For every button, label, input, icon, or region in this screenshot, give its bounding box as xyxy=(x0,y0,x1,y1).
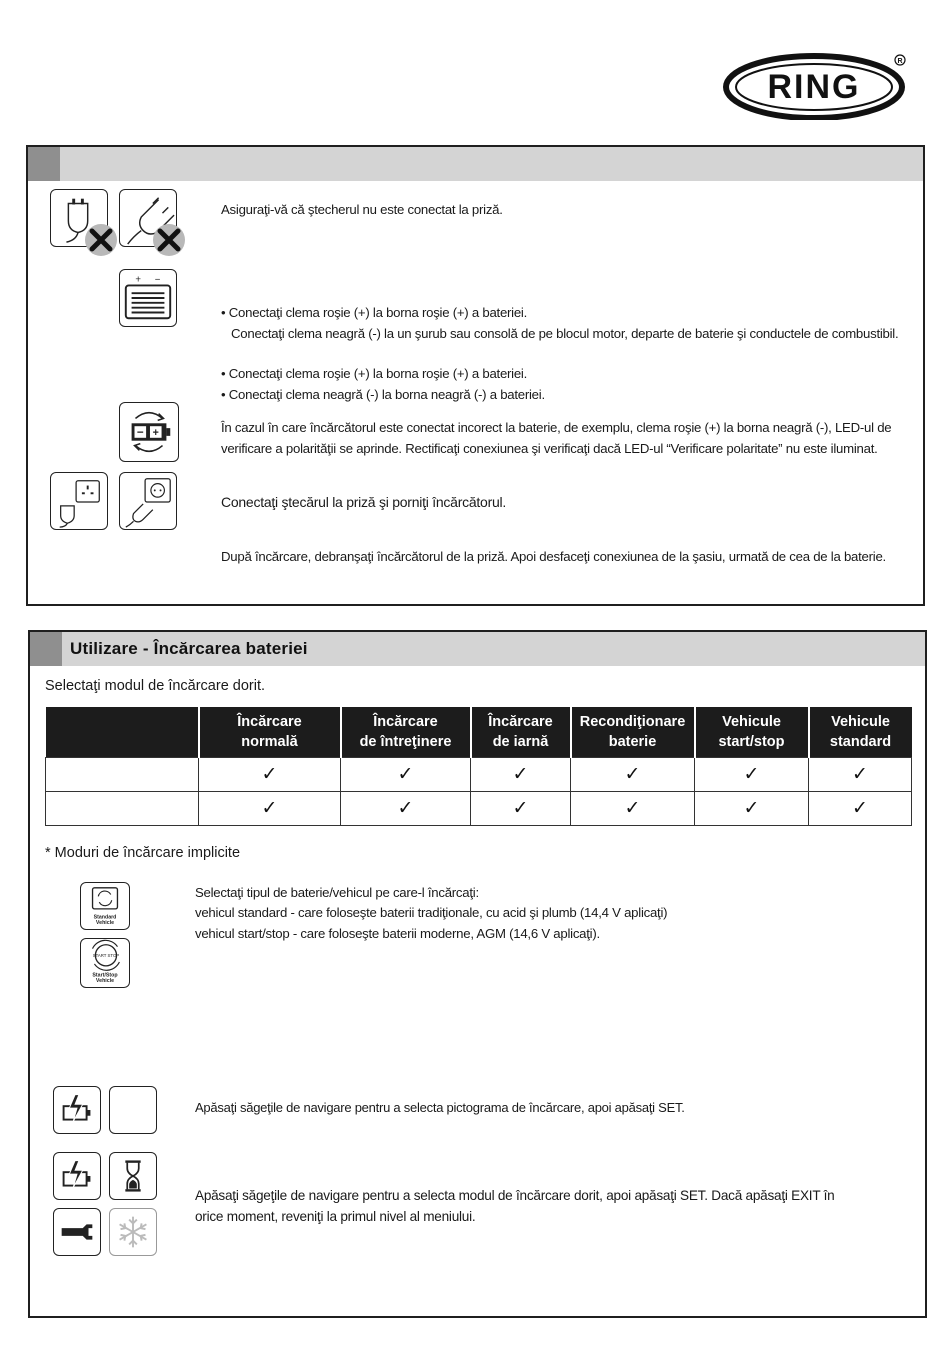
check-cell: ✓ xyxy=(695,758,809,792)
select-mode-text: Selectaţi modul de încărcare dorit. xyxy=(45,678,266,694)
check-cell: ✓ xyxy=(809,758,912,792)
socket-eu-icon xyxy=(119,472,177,530)
step-unplug-text: Asiguraţi-vă că ştecherul nu este conectat la priză. xyxy=(221,202,503,217)
table-header-cell: Recondiţionare baterie xyxy=(571,707,695,758)
check-cell: ✓ xyxy=(571,758,695,792)
check-cell: ✓ xyxy=(199,792,341,826)
step-connect-battery-1: • Conectaţi clema roşie (+) la borna roşie (+) a bateriei. xyxy=(221,366,528,381)
svg-text:−: − xyxy=(136,425,144,439)
hourglass-icon xyxy=(109,1152,157,1200)
check-cell: ✓ xyxy=(341,792,471,826)
step-disconnect-text: După încărcare, debranşaţi încărcătorul de la priză. Apoi desfaceţi conexiunea de la şasiu, urmată de cea de la baterie. xyxy=(221,549,886,564)
svg-text:START STOP: START STOP xyxy=(92,953,120,959)
table-header-cell: Încărcare de iarnă xyxy=(471,707,571,758)
table-cell xyxy=(46,758,199,792)
table-row xyxy=(46,758,912,792)
svg-text:Vehicle: Vehicle xyxy=(95,978,115,985)
table-header-cell: Vehicule start/stop xyxy=(695,707,809,758)
step-connect-chassis-2: Conectaţi clema neagră (-) la un şurub sau consolă de pe blocul motor, departe de baterie şi conductele de combustibil. xyxy=(231,326,899,341)
snowflake-icon xyxy=(109,1208,157,1256)
check-cell: ✓ xyxy=(471,792,571,826)
svg-text:Standard: Standard xyxy=(93,914,117,921)
svg-text:R: R xyxy=(897,58,903,65)
ring-logo xyxy=(722,52,910,120)
logo-text: RING xyxy=(767,68,861,106)
check-cell: ✓ xyxy=(471,758,571,792)
section-header-bar xyxy=(30,632,925,666)
section-header-tab xyxy=(30,632,62,666)
section-header-bar xyxy=(28,147,923,181)
svg-text:+: + xyxy=(152,426,159,439)
table-cell xyxy=(46,792,199,826)
cross-icon xyxy=(84,223,118,257)
check-cell: ✓ xyxy=(199,758,341,792)
svg-text:+: + xyxy=(135,274,142,286)
vehicle-select-text-3: vehicul start/stop - care foloseşte baterii moderne, AGM (14,6 V aplicaţi). xyxy=(195,926,600,941)
charge-icon xyxy=(53,1086,101,1134)
section-connection xyxy=(26,145,925,606)
battery-icon xyxy=(119,269,177,327)
check-cell: ✓ xyxy=(341,758,471,792)
step-polarity-2: verificare a polarităţii se aprinde. Rectificaţi conexiunea şi verificaţi dacă LED-ul “Verificare polaritate” nu este iluminat. xyxy=(221,441,878,456)
svg-text:Start/Stop: Start/Stop xyxy=(92,972,118,979)
mode-select-text-2: orice moment, reveniţi la primul nivel al meniului. xyxy=(195,1209,476,1224)
step-plug-in-text: Conectaţi ştecărul la priză şi porniţi încărcătorul. xyxy=(221,494,507,510)
vehicle-select-text-2: vehicul standard - care foloseşte baterii tradiţionale, cu acid şi plumb (14,4 V aplicaţi) xyxy=(195,905,668,920)
charge-mode-table xyxy=(45,707,912,826)
section-header-tab xyxy=(28,147,60,181)
blank-icon xyxy=(109,1086,157,1134)
wrench-icon xyxy=(53,1208,101,1256)
section-title: Utilizare - Încărcarea bateriei xyxy=(70,639,308,658)
check-cell: ✓ xyxy=(695,792,809,826)
check-cell: ✓ xyxy=(571,792,695,826)
table-header-cell: Vehicule standard xyxy=(809,707,912,758)
socket-uk-icon xyxy=(50,472,108,530)
standard-vehicle-icon xyxy=(80,882,130,930)
table-header-row xyxy=(46,707,912,758)
default-modes-footnote: * Moduri de încărcare implicite xyxy=(45,845,241,861)
polarity-check-icon xyxy=(119,402,179,462)
cross-icon xyxy=(152,223,186,257)
start-stop-vehicle-icon xyxy=(80,938,130,988)
table-header-cell: Încărcare normală xyxy=(199,707,341,758)
vehicle-select-text-1: Selectaţi tipul de baterie/vehicul pe care-l încărcaţi: xyxy=(195,885,479,900)
nav-select-icon-text: Apăsaţi săgeţile de navigare pentru a selecta pictograma de încărcare, apoi apăsaţi SET. xyxy=(195,1100,685,1115)
table-header-cell xyxy=(46,707,199,758)
svg-text:−: − xyxy=(154,274,161,286)
step-polarity-1: În cazul în care încărcătorul este conectat incorect la baterie, de exemplu, clema roşie (+) la borna neagră (-), LED-ul de xyxy=(221,420,892,435)
svg-text:Vehicle: Vehicle xyxy=(95,920,115,927)
table-row xyxy=(46,792,912,826)
step-connect-chassis-1: • Conectaţi clema roşie (+) la borna roşie (+) a bateriei. xyxy=(221,305,528,320)
mode-select-text-1: Apăsaţi săgeţile de navigare pentru a selecta modul de încărcare dorit, apoi apăsaţi SET. Dacă apăsaţi EXIT în xyxy=(195,1188,835,1203)
step-connect-battery-2: • Conectaţi clema neagră (-) la borna neagră (-) a bateriei. xyxy=(221,387,545,402)
check-cell: ✓ xyxy=(809,792,912,826)
charge-icon xyxy=(53,1152,101,1200)
table-header-cell: Încărcare de întreţinere xyxy=(341,707,471,758)
